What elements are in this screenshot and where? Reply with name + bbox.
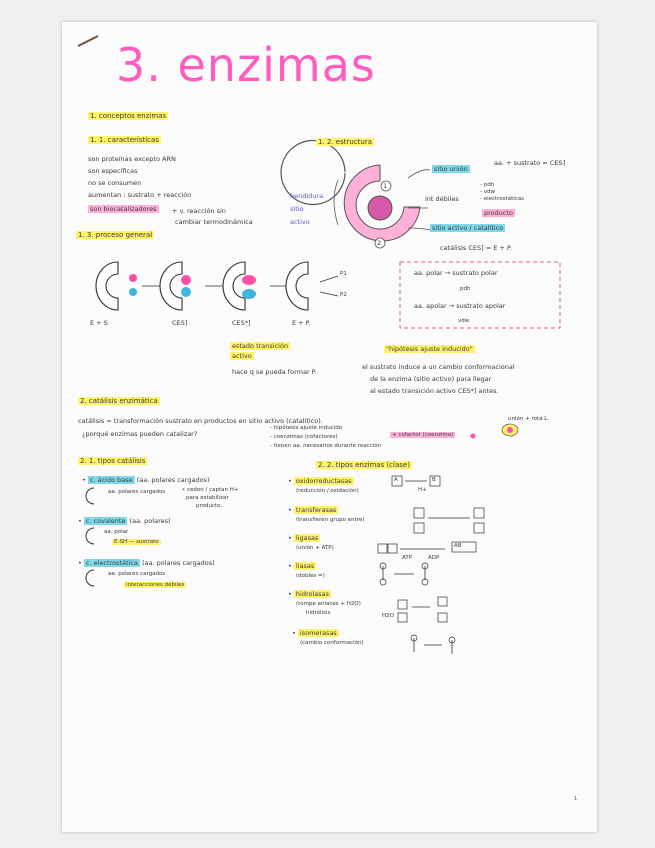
s11-note: + v. reacción sin bbox=[172, 207, 226, 215]
s2-reason: - hipótesis ajuste inducido bbox=[270, 425, 343, 431]
s2-line: ¿porqué enzimas pueden catalizar? bbox=[82, 430, 198, 438]
s12-heading: 1. 2. estructura bbox=[318, 138, 373, 146]
s11-note: cambiar termodinámica bbox=[175, 218, 253, 226]
s2-line: catálisis = transformación sustrato en productos en sitio activo (catalítico). bbox=[78, 417, 323, 425]
s2-reason: - tienen aa. necesarios durante reacción bbox=[270, 443, 382, 449]
cat-detail: aa. polar bbox=[104, 529, 129, 535]
s11-item: no se consumen bbox=[88, 179, 142, 187]
s22-heading: 2. 2. tipos enzimas (clase) bbox=[318, 461, 410, 469]
process-label: CES*] bbox=[232, 319, 251, 327]
pen-mark bbox=[78, 36, 98, 46]
producto: producto bbox=[484, 209, 513, 217]
box-sub: vdw bbox=[458, 318, 470, 324]
enzyme-desc: (unión + ATP) bbox=[296, 545, 334, 551]
int-list: - pdh bbox=[480, 182, 495, 188]
cat-type: • c. electrostática (aa. polares cargados) bbox=[78, 559, 215, 567]
cat-detail: interacciones débiles bbox=[126, 582, 185, 588]
legend: unión + rota L. bbox=[508, 416, 550, 422]
hplus: H+ bbox=[418, 487, 427, 493]
sitio-union: sitio unión bbox=[434, 165, 468, 173]
process-label: E + S bbox=[90, 319, 108, 327]
enzyme-type: • ligasas bbox=[288, 534, 319, 542]
page-title: 3. enzimas bbox=[116, 38, 376, 92]
cat-type: • c. ácido base (aa. polares cargados) bbox=[82, 476, 210, 484]
s11-item: aumentan : sustrato + reacción bbox=[88, 191, 192, 199]
s2-reason: - coenzimas (cofactores) bbox=[270, 434, 338, 440]
s21-heading: 2. 1. tipos catálisis bbox=[80, 457, 146, 465]
adp: ADP bbox=[428, 555, 440, 561]
legend: + cofactor (coenzima) bbox=[392, 432, 454, 438]
hip-text: el sustrato induce a un cambio conformacional bbox=[362, 363, 515, 371]
hip-text: al estado transición activo CES*] antes. bbox=[370, 387, 499, 395]
int-list: - electrostáticas bbox=[480, 196, 525, 202]
section1-heading: 1. conceptos enzimas bbox=[90, 112, 167, 120]
enzyme-desc: (reducción / oxidación) bbox=[296, 488, 359, 494]
box-b: B bbox=[432, 477, 436, 483]
p2: P2 bbox=[340, 292, 347, 298]
s11-item: son específicas bbox=[88, 167, 138, 175]
hipotesis: "hipótesis ajuste inducido" bbox=[386, 345, 473, 353]
p1: P1 bbox=[340, 271, 347, 277]
enzyme-desc: hidrólisis bbox=[306, 610, 331, 616]
enzyme-type: • transferasas bbox=[288, 506, 337, 514]
box-a: A bbox=[394, 477, 398, 483]
atp: ATP bbox=[402, 555, 413, 561]
cat-type: • c. covalente (aa. polares) bbox=[78, 517, 171, 525]
page-number: 1 bbox=[574, 796, 578, 802]
cat-detail: E-SH — sustrato bbox=[114, 539, 159, 545]
box-line: aa. apolar → sustrato apolar bbox=[414, 302, 506, 310]
box-line: aa. polar → sustrato polar bbox=[414, 269, 498, 277]
hip-text: de la enzima (sitio activo) para llegar bbox=[370, 375, 492, 383]
cat-detail: • ceden / captan H+ bbox=[182, 487, 239, 493]
cat-detail: aa. polares cargados bbox=[108, 489, 166, 495]
enzyme-type: • liasas bbox=[288, 562, 315, 570]
catalisis: catálisis CES] = E + P. bbox=[440, 244, 512, 252]
s11-item: son biocatalizadores bbox=[90, 205, 157, 213]
enzyme-type: • hidrolasas bbox=[288, 590, 330, 598]
s11-heading: 1. 1. características bbox=[90, 136, 159, 144]
box-sub: pdh bbox=[460, 286, 471, 292]
cat-detail: para estabilizar bbox=[186, 495, 229, 501]
cat-detail: aa. polares cargados bbox=[108, 571, 166, 577]
enzyme-desc: (cambio conformación) bbox=[300, 640, 364, 646]
process-label: CES] bbox=[172, 319, 188, 327]
s11-item: son proteínas excepto ARN bbox=[88, 155, 176, 163]
enzyme-desc: (rompe enlaces + H2O) bbox=[296, 601, 361, 607]
process-diagram bbox=[96, 262, 338, 310]
enzyme-type: • oxidorreductasas bbox=[288, 477, 352, 485]
h2o: H2O bbox=[382, 613, 394, 619]
int-debiles: int débiles bbox=[425, 195, 459, 203]
section2-heading: 2. catálisis enzimática bbox=[80, 397, 158, 405]
estado: activo bbox=[232, 352, 252, 360]
side-label: hendidura bbox=[290, 192, 324, 200]
box-ab: AB bbox=[454, 543, 462, 549]
enzyme-desc: (dobles =) bbox=[296, 573, 325, 579]
struct-num: 1 bbox=[383, 182, 388, 190]
sitio-activo: sitio activo / catalítico bbox=[432, 224, 504, 232]
process-label: E + P. bbox=[292, 319, 311, 327]
cat-detail: producto. bbox=[196, 503, 223, 509]
aa-sustrato: aa. + sustrato = CES] bbox=[494, 159, 566, 167]
hace: hace q se pueda formar P. bbox=[232, 368, 317, 376]
enzyme-type: • isomerasas bbox=[292, 629, 337, 637]
estado: estado transición bbox=[232, 342, 289, 350]
enzyme-desc: (transfieren grupo entre) bbox=[296, 517, 365, 523]
side-label: sitio bbox=[290, 205, 304, 213]
side-label: activo bbox=[290, 218, 310, 226]
s13-heading: 1. 3. proceso general bbox=[78, 231, 153, 239]
int-list: - vdw bbox=[480, 189, 495, 195]
struct-num: 2 bbox=[377, 239, 382, 247]
